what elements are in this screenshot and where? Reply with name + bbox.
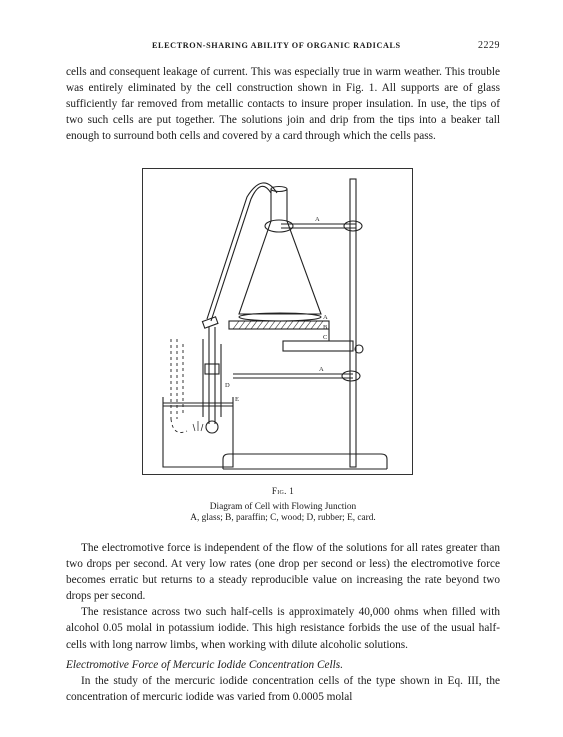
paragraph-1: cells and consequent leakage of current. This was especially true in warm weather. This trouble was entirely eliminated by the cell construction shown in Fig. 1. All supports are of glass sufficiently far removed from metallic contacts to insure proper insulation. In use, the tips of two such cells are put together. The solutions join and drip from the tips into a beaker tall enough to surround both cells and covered by a card through which the cells pass. xyxy=(66,66,500,143)
label-a-top: A xyxy=(315,216,320,223)
companion-cell xyxy=(171,339,187,433)
apparatus-drawing xyxy=(143,169,412,474)
electrode-bulb xyxy=(206,421,218,433)
upper-clamp-knob xyxy=(344,221,362,231)
label-a-low: A xyxy=(319,366,324,373)
caption-legend: A, glass; B, paraffin; C, wood; D, rubber; E, card. xyxy=(190,513,376,523)
body-text-top xyxy=(66,64,500,144)
paragraph-3: The resistance across two such half-cells is approximately 40,000 ohms when filled with alcohol 0.05 molal in potassium iodide. This high resistance forbids the use of the usual half-cells with long narrow limbs, when working with dilute alcoholic solutions. xyxy=(66,606,500,651)
stopcock xyxy=(202,317,218,328)
paragraph-2: The electromotive force is independent of the flow of the solutions for all rates greater than two drops per second. At very low rates (one drop per second or less) the electromotive force becomes erratic but returns to a steady reproducible value on increasing the rate beyond two drops per second. xyxy=(66,542,500,603)
rubber-stopper xyxy=(205,364,219,374)
figure-1-diagram xyxy=(142,168,413,475)
stand-rod xyxy=(350,179,356,467)
body-text-bottom xyxy=(66,540,500,705)
siphon-tube xyxy=(211,186,271,321)
label-e: E xyxy=(235,396,239,403)
section-heading: Electromotive Force of Mercuric Iodide Concentration Cells. xyxy=(66,658,344,671)
beaker xyxy=(163,397,233,467)
figure-caption xyxy=(66,486,500,524)
page-number: 2229 xyxy=(478,40,500,51)
label-b: B xyxy=(323,324,328,331)
caption-label: Fig. 1 xyxy=(271,486,295,496)
lower-clamp-knob xyxy=(342,371,360,381)
running-title: ELECTRON-SHARING ABILITY OF ORGANIC RADICALS xyxy=(152,41,401,50)
caption-title: Diagram of Cell with Flowing Junction xyxy=(209,502,357,512)
label-d: D xyxy=(225,382,230,389)
label-c: C xyxy=(323,334,328,341)
conical-funnel xyxy=(239,189,321,314)
drip-marks xyxy=(193,421,203,431)
stand-base xyxy=(223,454,387,469)
wood-support xyxy=(283,341,353,351)
paragraph-4: In the study of the mercuric iodide concentration cells of the type shown in Eq. III, the concentration of mercuric iodide was varied from 0.0005 molal xyxy=(66,674,500,703)
label-a-side: A xyxy=(323,314,328,321)
page-header xyxy=(66,41,500,55)
